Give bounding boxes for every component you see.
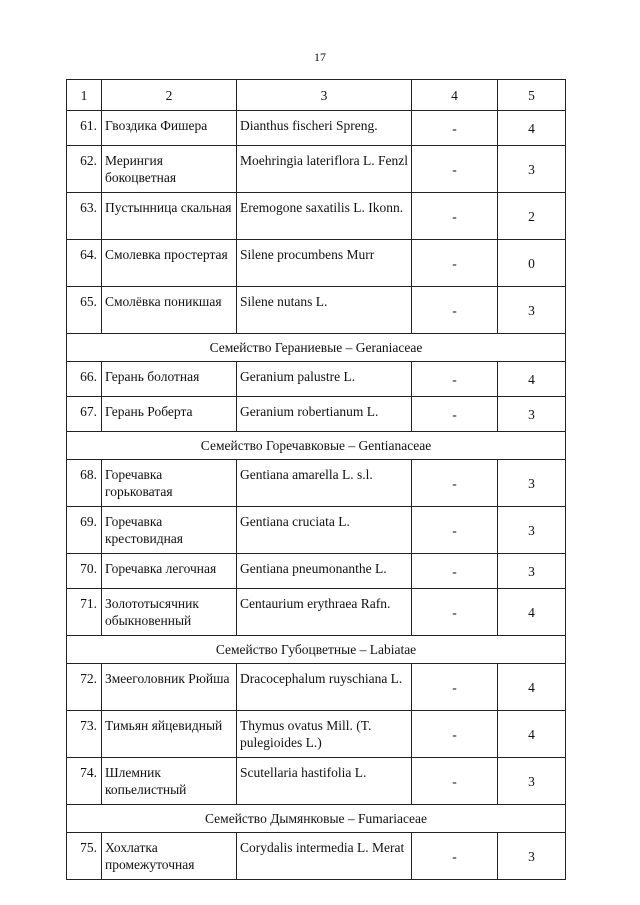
table-row xyxy=(67,397,566,432)
table-header-row xyxy=(67,80,566,111)
row-number: 69. xyxy=(67,507,102,554)
russian-name: Смолевка простертая xyxy=(102,240,237,287)
column-4-value: - xyxy=(412,362,498,397)
column-4-value: - xyxy=(412,664,498,711)
row-number: 66. xyxy=(67,362,102,397)
row-number: 74. xyxy=(67,758,102,805)
russian-name: Горечавка крестовидная xyxy=(102,507,237,554)
column-4-value: - xyxy=(412,758,498,805)
table-row xyxy=(67,287,566,334)
family-row xyxy=(67,334,566,362)
category-value: 4 xyxy=(498,711,566,758)
column-4-value: - xyxy=(412,554,498,589)
row-number: 68. xyxy=(67,460,102,507)
header-cell: 3 xyxy=(237,80,412,111)
latin-name: Geranium palustre L. xyxy=(237,362,412,397)
table-body xyxy=(67,80,566,880)
category-value: 4 xyxy=(498,664,566,711)
latin-name: Silene procumbens Murr xyxy=(237,240,412,287)
category-value: 4 xyxy=(498,589,566,636)
header-cell: 5 xyxy=(498,80,566,111)
latin-name: Dianthus fischeri Spreng. xyxy=(237,111,412,146)
row-number: 62. xyxy=(67,146,102,193)
family-row xyxy=(67,636,566,664)
category-value: 3 xyxy=(498,507,566,554)
column-4-value: - xyxy=(412,193,498,240)
row-number: 65. xyxy=(67,287,102,334)
latin-name: Centaurium erythraea Rafn. xyxy=(237,589,412,636)
page-number: 17 xyxy=(314,50,326,64)
latin-name: Gentiana pneumonanthe L. xyxy=(237,554,412,589)
column-4-value: - xyxy=(412,711,498,758)
category-value: 3 xyxy=(498,833,566,880)
latin-name: Gentiana cruciata L. xyxy=(237,507,412,554)
table-row xyxy=(67,711,566,758)
category-value: 3 xyxy=(498,397,566,432)
category-value: 3 xyxy=(498,460,566,507)
russian-name: Пустынница скальная xyxy=(102,193,237,240)
latin-name: Thymus ovatus Mill. (T. pulegioides L.) xyxy=(237,711,412,758)
russian-name: Мерингия бокоцветная xyxy=(102,146,237,193)
column-4-value: - xyxy=(412,111,498,146)
species-table xyxy=(66,79,566,880)
column-4-value: - xyxy=(412,460,498,507)
family-heading: Семейство Дымянковые – Fumariaceae xyxy=(67,805,566,833)
russian-name: Гвоздика Фишера xyxy=(102,111,237,146)
family-row xyxy=(67,805,566,833)
family-row xyxy=(67,432,566,460)
latin-name: Moehringia lateriflora L. Fenzl xyxy=(237,146,412,193)
table-row xyxy=(67,664,566,711)
latin-name: Gentiana amarella L. s.l. xyxy=(237,460,412,507)
row-number: 71. xyxy=(67,589,102,636)
column-4-value: - xyxy=(412,507,498,554)
row-number: 64. xyxy=(67,240,102,287)
column-4-value: - xyxy=(412,589,498,636)
table-row xyxy=(67,758,566,805)
table-row xyxy=(67,193,566,240)
russian-name: Хохлатка промежуточная xyxy=(102,833,237,880)
row-number: 72. xyxy=(67,664,102,711)
table-row xyxy=(67,507,566,554)
latin-name: Corydalis intermedia L. Merat xyxy=(237,833,412,880)
russian-name: Горечавка горьковатая xyxy=(102,460,237,507)
latin-name: Dracocephalum ruyschiana L. xyxy=(237,664,412,711)
column-4-value: - xyxy=(412,240,498,287)
russian-name: Горечавка легочная xyxy=(102,554,237,589)
russian-name: Смолёвка поникшая xyxy=(102,287,237,334)
latin-name: Geranium robertianum L. xyxy=(237,397,412,432)
family-heading: Семейство Горечавковые – Gentianaceae xyxy=(67,432,566,460)
header-cell: 2 xyxy=(102,80,237,111)
table-row xyxy=(67,833,566,880)
column-4-value: - xyxy=(412,287,498,334)
row-number: 70. xyxy=(67,554,102,589)
header-cell: 4 xyxy=(412,80,498,111)
russian-name: Золототысячник обыкновенный xyxy=(102,589,237,636)
table-row xyxy=(67,554,566,589)
russian-name: Герань Роберта xyxy=(102,397,237,432)
row-number: 63. xyxy=(67,193,102,240)
category-value: 4 xyxy=(498,362,566,397)
table-row xyxy=(67,240,566,287)
column-4-value: - xyxy=(412,397,498,432)
table-row xyxy=(67,146,566,193)
family-heading: Семейство Гераниевые – Geraniaceae xyxy=(67,334,566,362)
table-row xyxy=(67,460,566,507)
row-number: 75. xyxy=(67,833,102,880)
latin-name: Silene nutans L. xyxy=(237,287,412,334)
table-row xyxy=(67,589,566,636)
column-4-value: - xyxy=(412,833,498,880)
row-number: 61. xyxy=(67,111,102,146)
russian-name: Тимьян яйцевидный xyxy=(102,711,237,758)
russian-name: Герань болотная xyxy=(102,362,237,397)
category-value: 2 xyxy=(498,193,566,240)
family-heading: Семейство Губоцветные – Labiatae xyxy=(67,636,566,664)
russian-name: Змееголовник Рюйша xyxy=(102,664,237,711)
table-row xyxy=(67,362,566,397)
column-4-value: - xyxy=(412,146,498,193)
latin-name: Scutellaria hastifolia L. xyxy=(237,758,412,805)
category-value: 0 xyxy=(498,240,566,287)
row-number: 73. xyxy=(67,711,102,758)
row-number: 67. xyxy=(67,397,102,432)
category-value: 3 xyxy=(498,758,566,805)
category-value: 3 xyxy=(498,146,566,193)
latin-name: Eremogone saxatilis L. Ikonn. xyxy=(237,193,412,240)
category-value: 3 xyxy=(498,287,566,334)
category-value: 4 xyxy=(498,111,566,146)
header-cell: 1 xyxy=(67,80,102,111)
russian-name: Шлемник копьелистный xyxy=(102,758,237,805)
category-value: 3 xyxy=(498,554,566,589)
table-row xyxy=(67,111,566,146)
